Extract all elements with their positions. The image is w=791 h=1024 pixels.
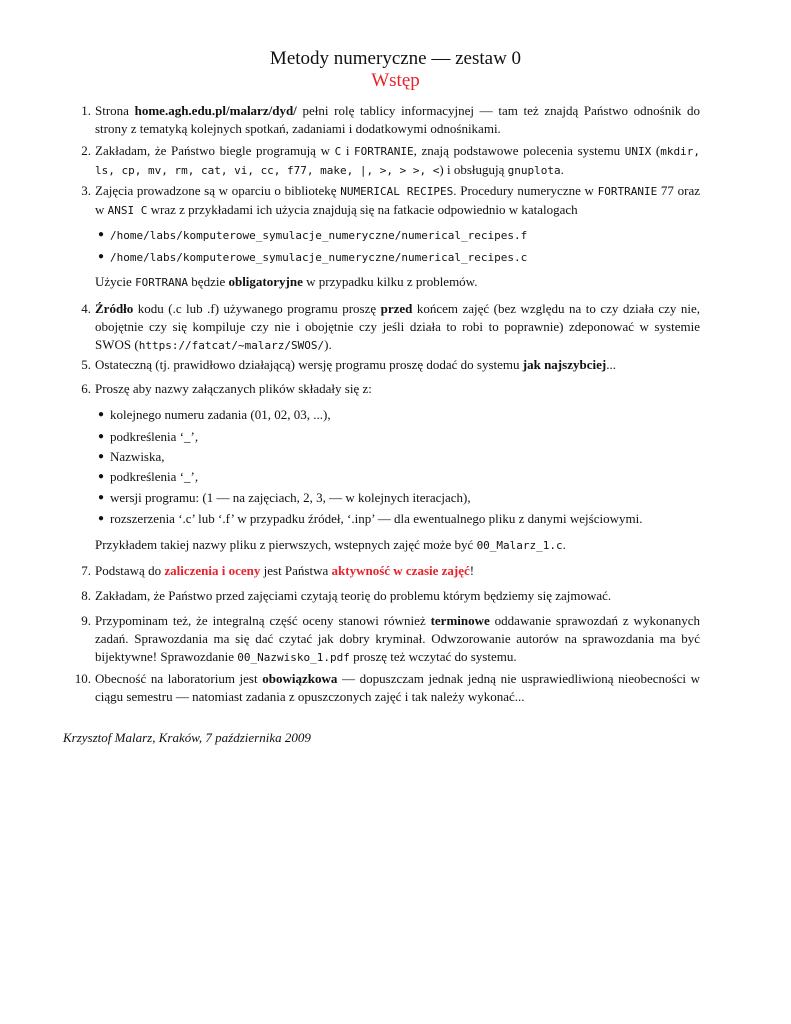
item-text: Zakładam, że Państwo przed zajęciami czytają teorię do problemu którym będziemy się zajmować. bbox=[95, 588, 612, 603]
item-text: Proszę aby nazwy załączanych plików składały się z: bbox=[95, 381, 372, 396]
item-text: Przykładem takiej nazwy pliku z pierwszych, wstepnych zajęć może być bbox=[95, 537, 477, 552]
item-number: 7. bbox=[81, 563, 91, 578]
bullet-icon: ● bbox=[98, 229, 105, 240]
lang-fortran: FORTRANIE bbox=[354, 145, 414, 158]
item-number: 6. bbox=[81, 381, 91, 396]
list-item-7 bbox=[81, 562, 700, 580]
bullet-path-f bbox=[98, 226, 700, 245]
emphasis-timely: terminowe bbox=[430, 613, 490, 628]
item-text: . Procedury numeryczne w bbox=[453, 183, 598, 198]
item-text: ) i obsługują bbox=[439, 162, 508, 177]
list-item-1 bbox=[81, 102, 700, 138]
bullet-filename-part bbox=[98, 489, 700, 507]
item-text: Obecność na laboratorium jest bbox=[95, 671, 263, 686]
emphasis-activity: aktywność w czasie zajęć bbox=[331, 563, 470, 578]
item-text: , znają podstawowe polecenia systemu bbox=[413, 143, 625, 158]
list-item-3 bbox=[81, 182, 700, 220]
item-text: ... bbox=[606, 357, 616, 372]
emphasis-grading: zaliczenia i oceny bbox=[164, 563, 261, 578]
item-text: proszę też wczytać do systemu. bbox=[349, 649, 517, 664]
unix-commands: mkdir, ls, cp, mv, rm, cat, vi, cc, f77, make, |, >, > >, < bbox=[95, 145, 700, 177]
item-text: Strona bbox=[95, 103, 135, 118]
item-number: 2. bbox=[81, 143, 91, 158]
emphasis-mandatory: obowiązkowa bbox=[262, 671, 338, 686]
list-item-2 bbox=[81, 142, 700, 180]
bullet-text: Nazwiska, bbox=[110, 449, 165, 464]
item-text: ). bbox=[324, 337, 332, 352]
bullet-filename-part bbox=[98, 510, 700, 528]
emphasis-asap: jak najszybciej bbox=[522, 357, 607, 372]
page-title: Metody numeryczne — zestaw 0 bbox=[269, 48, 522, 69]
bullet-filename-part bbox=[98, 468, 700, 486]
item-text: ! bbox=[469, 563, 475, 578]
item-text: . bbox=[560, 162, 564, 177]
item-text: Użycie bbox=[95, 274, 136, 289]
fortran-usage-note bbox=[95, 273, 700, 292]
item-text: Zakładam, że Państwo biegle programują w bbox=[95, 143, 335, 158]
item-number: 4. bbox=[81, 301, 91, 316]
bullet-icon: ● bbox=[98, 431, 105, 442]
item-text: Ostateczną (tj. prawidłowo działającą) wersję programu proszę dodać do systemu bbox=[95, 357, 523, 372]
lang-fortran: FORTRANIE bbox=[597, 185, 658, 198]
item-text: Przypominam też, że integralną część oceny stanowi również bbox=[95, 613, 431, 628]
item-text: będzie bbox=[188, 274, 229, 289]
filename-example bbox=[95, 536, 700, 555]
bullet-text: podkreślenia ‘_’, bbox=[110, 469, 199, 484]
bullet-icon: ● bbox=[98, 513, 105, 524]
page-subtitle: Wstęp bbox=[371, 70, 420, 91]
bullet-icon: ● bbox=[98, 251, 105, 262]
item-text: 77 oraz w bbox=[95, 183, 700, 217]
item-number: 9. bbox=[81, 613, 91, 628]
item-number: 5. bbox=[81, 357, 91, 372]
swos-url: https://fatcat/~malarz/SWOS/ bbox=[138, 339, 325, 352]
item-text: — dopuszczam jednak jedną nie usprawiedliwioną nieobecności w ciągu semestru — natomiast zadania z opuszczonych zajęć i tak należy wykonać... bbox=[95, 671, 701, 704]
course-url: home.agh.edu.pl/malarz/dyd/ bbox=[134, 103, 297, 118]
bullet-icon: ● bbox=[98, 451, 105, 462]
emphasis-before: przed bbox=[380, 301, 413, 316]
item-number: 3. bbox=[81, 183, 91, 198]
bullet-text: kolejnego numeru zadania (01, 02, 03, ...), bbox=[110, 407, 331, 422]
author-signature-line: Krzysztof Malarz, Kraków, 7 października 2009 bbox=[63, 730, 311, 745]
item-text: i bbox=[341, 143, 355, 158]
emphasis-source: Źródło bbox=[95, 301, 134, 316]
list-item-4 bbox=[81, 300, 700, 355]
list-item-9 bbox=[81, 612, 700, 667]
bullet-filename-part bbox=[98, 406, 700, 424]
emphasis-obligatory: obligatoryjne bbox=[228, 274, 303, 289]
lang-fortran: FORTRANA bbox=[135, 276, 189, 289]
report-filename: 00_Nazwisko_1.pdf bbox=[237, 651, 350, 664]
bullet-text: podkreślenia ‘_’, bbox=[110, 429, 199, 444]
item-text: wraz z przykładami ich użycia znajdują się na fatkacie odpowiednio w katalogach bbox=[147, 202, 578, 217]
library-name: NUMERICAL RECIPES bbox=[340, 185, 454, 198]
item-text: w przypadku kilku z problemów. bbox=[302, 274, 478, 289]
bullet-icon: ● bbox=[98, 409, 105, 420]
item-text: ( bbox=[651, 143, 661, 158]
item-text: . bbox=[562, 537, 566, 552]
gnuplot-name: gnuplota bbox=[507, 164, 561, 177]
item-text: kodu (.c lub .f) używanego programu proszę bbox=[133, 301, 381, 316]
lang-c: C bbox=[334, 145, 342, 158]
item-text: Zajęcia prowadzone są w oparciu o bibliotekę bbox=[95, 183, 341, 198]
list-item-6 bbox=[81, 380, 700, 398]
item-number: 10. bbox=[74, 671, 91, 686]
list-item-5 bbox=[81, 356, 700, 374]
bullet-icon: ● bbox=[98, 492, 105, 503]
bullet-icon: ● bbox=[98, 471, 105, 482]
path-recipes-c: /home/labs/komputerowe_symulacje_numeryczne/numerical_recipes.c bbox=[110, 251, 528, 264]
bullet-path-c bbox=[98, 248, 700, 267]
item-text: końcem zajęć (bez względu na to czy działa czy nie, obojętnie czy się kompiluje czy nie i obojętnie czy jeśli działa to robi to poprawnie) zdeponować w systemie SWOS ( bbox=[95, 301, 700, 352]
lang-ansi-c: ANSI C bbox=[107, 204, 148, 217]
list-item-8 bbox=[81, 587, 700, 605]
bullet-filename-part bbox=[98, 448, 700, 466]
bullet-filename-part bbox=[98, 428, 700, 446]
item-text: oddawanie sprawozdań z wykonanych zadań. Sprawozdania ma się dać czytać jak dobry kryminał. Odwzorowanie autorów na sprawozdania ma być bijektywne! Sprawozdanie bbox=[95, 613, 700, 664]
item-number: 8. bbox=[81, 588, 91, 603]
example-filename: 00_Malarz_1.c bbox=[476, 539, 563, 552]
item-number: 1. bbox=[81, 103, 91, 118]
item-text: pełni rolę tablicy informacyjnej — tam też znajdą Państwo odnośnik do strony z tematyką kolejnych spotkań, zadaniami i dodatkowymi odnośnikami. bbox=[95, 103, 700, 136]
item-text: Podstawą do bbox=[95, 563, 165, 578]
path-recipes-f: /home/labs/komputerowe_symulacje_numeryczne/numerical_recipes.f bbox=[110, 229, 528, 242]
list-item-10 bbox=[74, 670, 701, 706]
item-text: jest Państwa bbox=[260, 563, 332, 578]
system-unix: UNIX bbox=[624, 145, 652, 158]
bullet-text: rozszerzenia ‘.c’ lub ‘.f’ w przypadku źródeł, ‘.inp’ — dla ewentualnego pliku z danymi wejściowymi. bbox=[110, 511, 643, 526]
bullet-text: wersji programu: (1 — na zajęciach, 2, 3, — w kolejnych iteracjach), bbox=[110, 490, 471, 505]
